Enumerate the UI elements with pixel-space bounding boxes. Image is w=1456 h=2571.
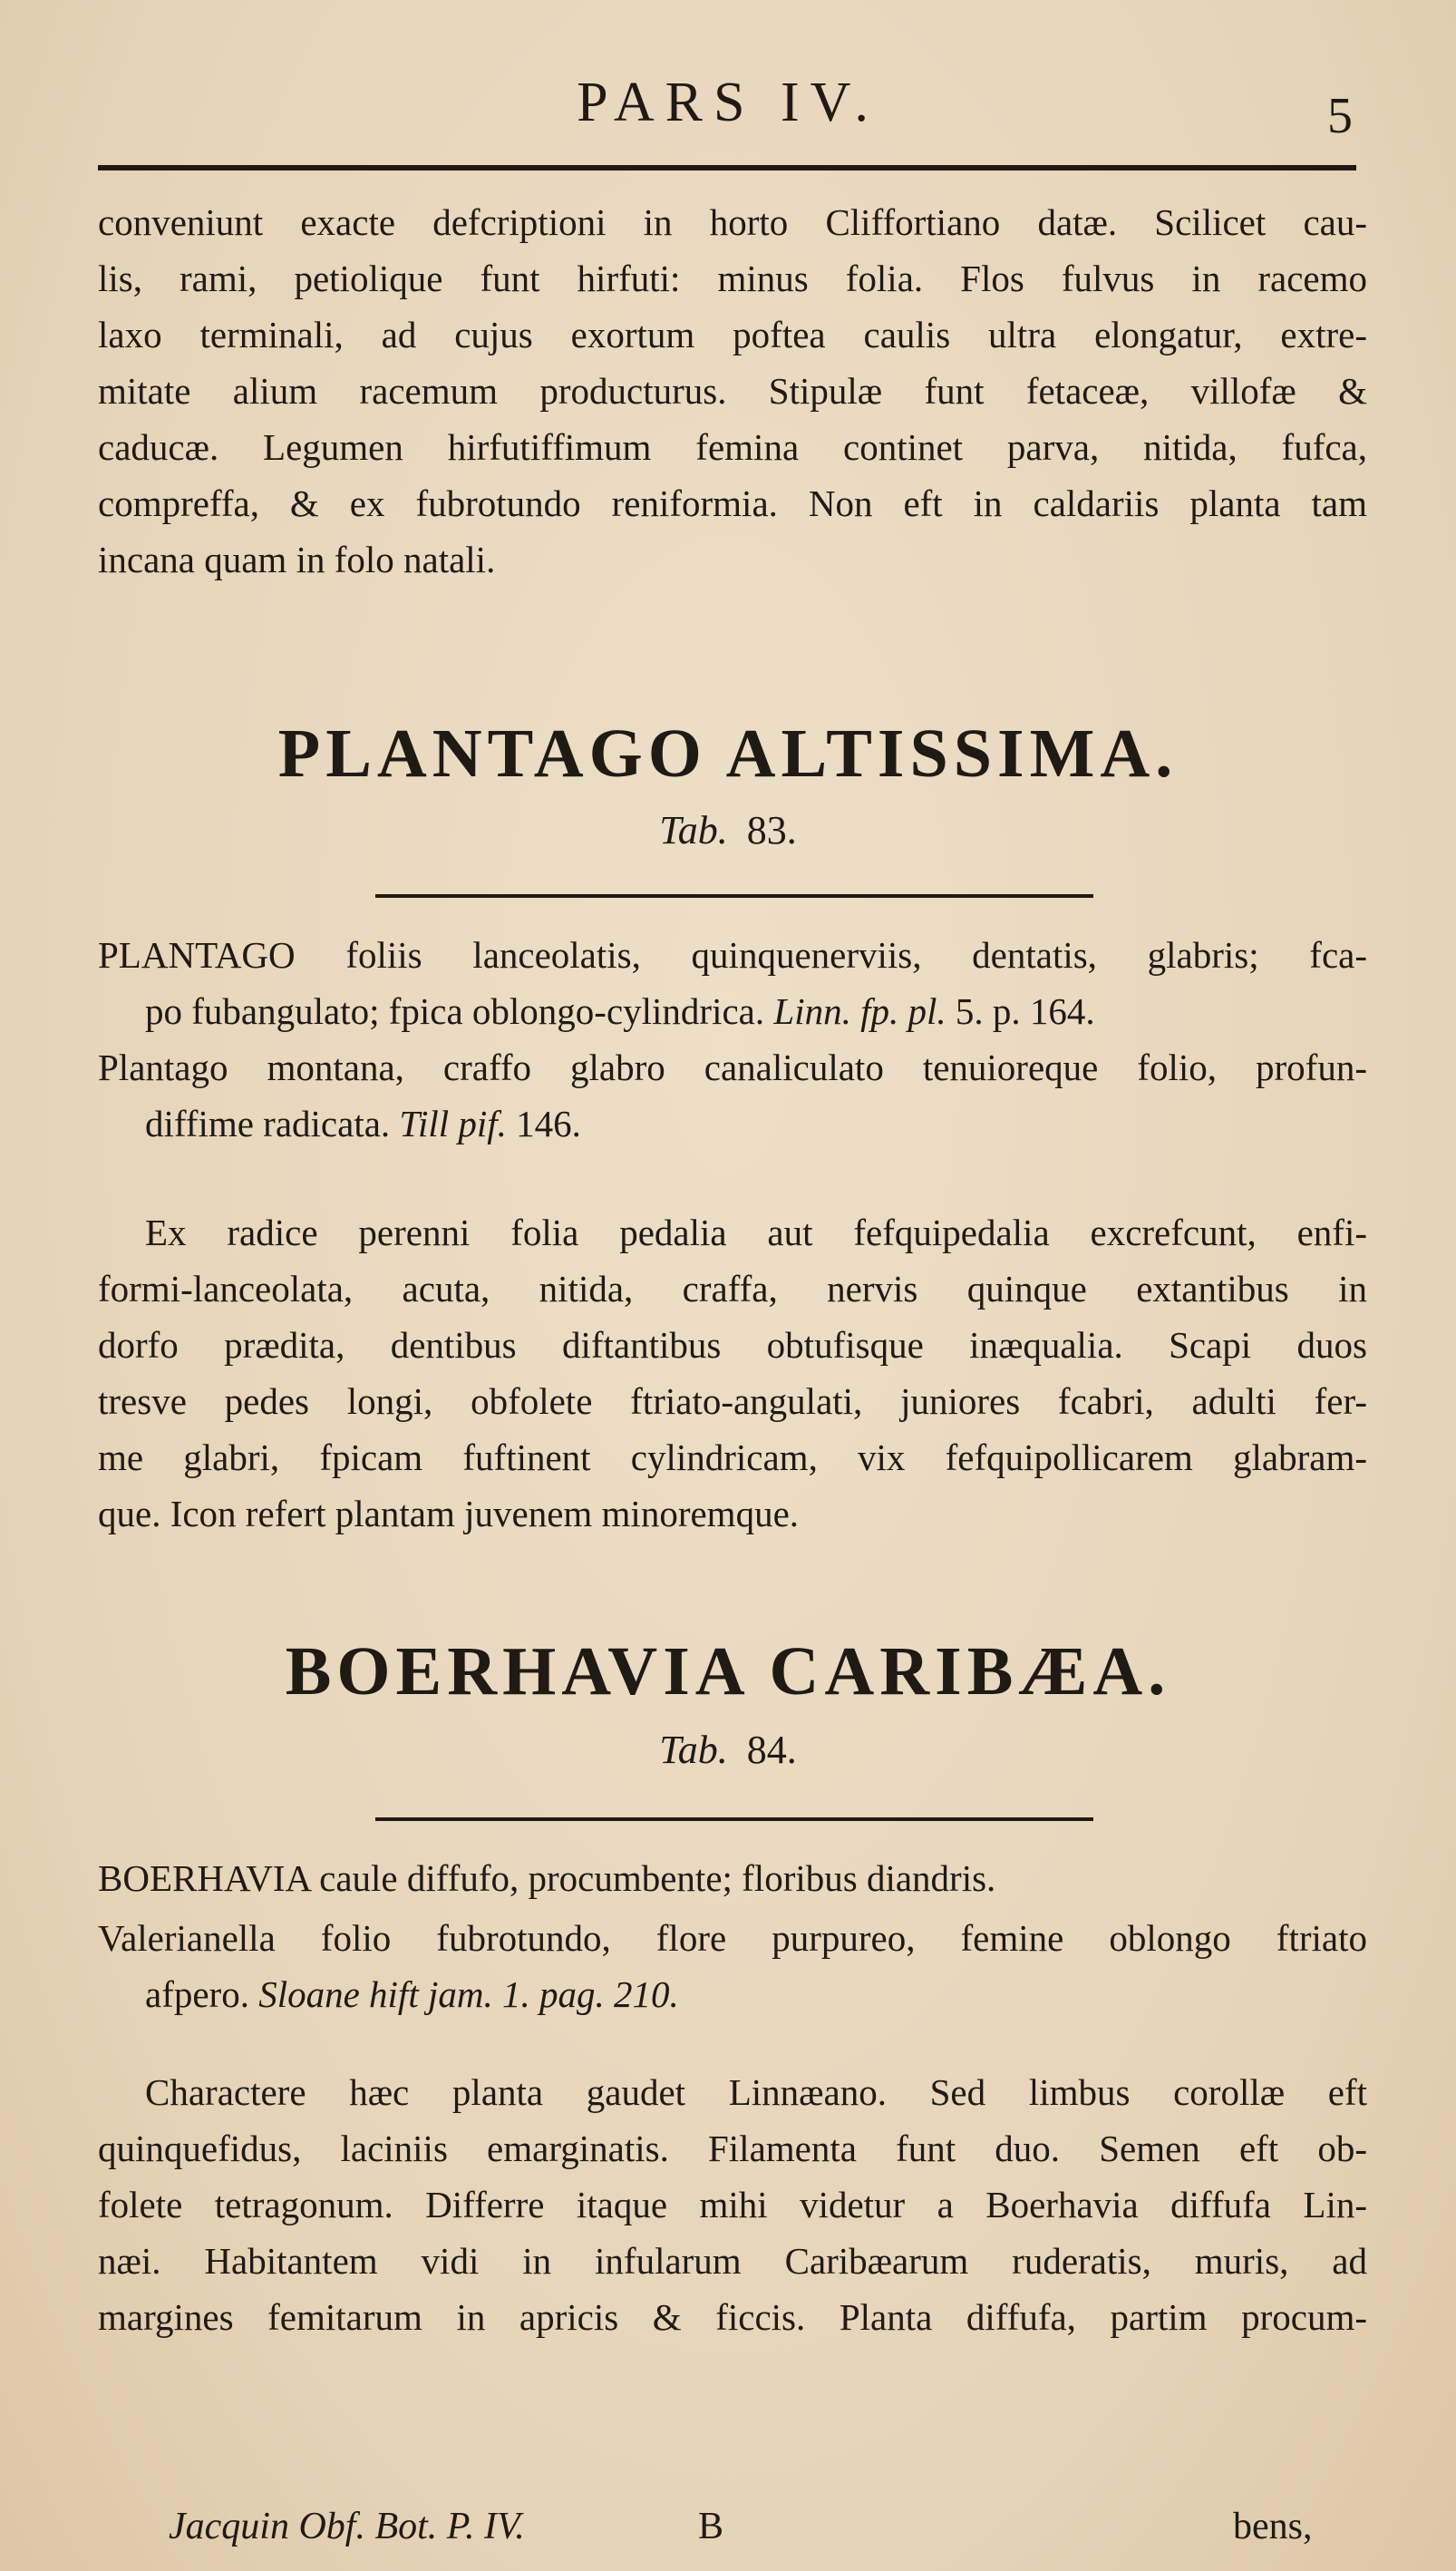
- text-line: incana quam in folo natali.: [98, 539, 496, 580]
- text-line: mitate alium racemum producturus. Stipulæ funt fetaceæ, villofæ &: [98, 370, 1367, 412]
- text-line: margines femitarum in apricis & ficcis. Planta diffufa, partim procum-: [98, 2296, 1367, 2338]
- text-line: Charactere hæc planta gaudet Linnæano. Sed limbus corollæ eft: [145, 2071, 1367, 2113]
- text-line: po fubangulato; fpica oblongo-cylindrica. Linn. fp. pl. 5. p. 164.: [145, 990, 1095, 1032]
- tab-label: Tab.: [659, 808, 728, 852]
- text-line: dorfo prædita, dentibus diftantibus obtufisque inæqualia. Scapi duos: [98, 1324, 1367, 1366]
- text-line: Plantago montana, craffo glabro canaliculato tenuioreque folio, profun-: [98, 1047, 1367, 1088]
- description-boerhavia: [98, 2064, 1367, 2345]
- signature-mark: B: [698, 2506, 724, 2547]
- synonym-linnaeus: [98, 927, 1367, 1039]
- text-line: afpero. Sloane hift jam. 1. pag. 210.: [145, 1973, 679, 2015]
- text-line: laxo terminali, ad cujus exortum poftea caulis ultra elongatur, extre-: [98, 314, 1367, 355]
- text-line: quinquefidus, laciniis emarginatis. Filamenta funt duo. Semen eft ob-: [98, 2128, 1367, 2169]
- text-line: formi-lanceolata, acuta, nitida, craffa, nervis quinque extantibus in: [98, 1268, 1367, 1310]
- tab-number: 83.: [746, 808, 797, 852]
- text-line: Ex radice perenni folia pedalia aut fefquipedalia excrefcunt, enfi-: [145, 1212, 1367, 1253]
- text-line: que. Icon refert plantam juvenem minoremque.: [98, 1493, 800, 1534]
- synonym-linnaeus: [98, 1850, 1367, 1906]
- reference-tilli: Till pif.: [399, 1103, 507, 1144]
- plate-reference: [0, 1727, 1456, 1773]
- synonym-tilli: [98, 1039, 1367, 1152]
- description-plantago: [98, 1204, 1367, 1542]
- section-rule: [375, 1817, 1093, 1821]
- section-title-boerhavia: BOERHAVIA CARIBÆA.: [285, 1633, 1171, 1709]
- text-line: conveniunt exacte defcriptioni in horto Cliffortiano datæ. Scilicet cau-: [98, 201, 1367, 243]
- catchword: bens,: [1233, 2506, 1313, 2547]
- tab-label: Tab.: [659, 1728, 728, 1772]
- header-rule: [98, 165, 1356, 170]
- text-line: tresve pedes longi, obfolete ftriato-angulati, juniores fcabri, adulti fer-: [98, 1380, 1367, 1422]
- text-line: PLANTAGO foliis lanceolatis, quinquenerviis, dentatis, glabris; fca-: [98, 934, 1367, 976]
- reference-sloane: Sloane hift jam.: [258, 1973, 493, 2015]
- text-line: compreffa, & ex fubrotundo reniformia. Non eft in caldariis planta tam: [98, 482, 1367, 524]
- running-header: PARS IV.: [577, 72, 879, 133]
- text-line: lis, rami, petiolique funt hirfuti: minus folia. Flos fulvus in racemo: [98, 258, 1367, 299]
- page-number: 5: [1327, 88, 1353, 144]
- tab-number: 84.: [746, 1728, 797, 1772]
- plate-reference: [0, 807, 1456, 853]
- intro-paragraph: [98, 194, 1367, 588]
- text-line: caducæ. Legumen hirfutiffimum femina continet parva, nitida, fufca,: [98, 426, 1367, 468]
- text-line: næi. Habitantem vidi in infularum Caribæarum ruderatis, muris, ad: [98, 2240, 1367, 2282]
- section-title-plantago: PLANTAGO ALTISSIMA.: [277, 716, 1179, 792]
- text-line: me glabri, fpicam fuftinent cylindricam, vix fefquipollicarem glabram-: [98, 1436, 1367, 1478]
- reference-linnaeus: Linn. fp. pl.: [773, 990, 946, 1032]
- text-line: folete tetragonum. Differre itaque mihi videtur a Boerhavia diffufa Lin-: [98, 2184, 1367, 2225]
- synonym-sloane: [98, 1910, 1367, 2022]
- text-line: diffime radicata. Till pif. 146.: [145, 1103, 581, 1144]
- text-line: Valerianella folio fubrotundo, flore purpureo, femine oblongo ftriato: [98, 1917, 1367, 1959]
- text-line: BOERHAVIA caule diffufo, procumbente; floribus diandris.: [98, 1857, 996, 1899]
- signature-line: Jacquin Obf. Bot. P. IV.: [169, 2506, 525, 2547]
- section-rule: [375, 894, 1093, 898]
